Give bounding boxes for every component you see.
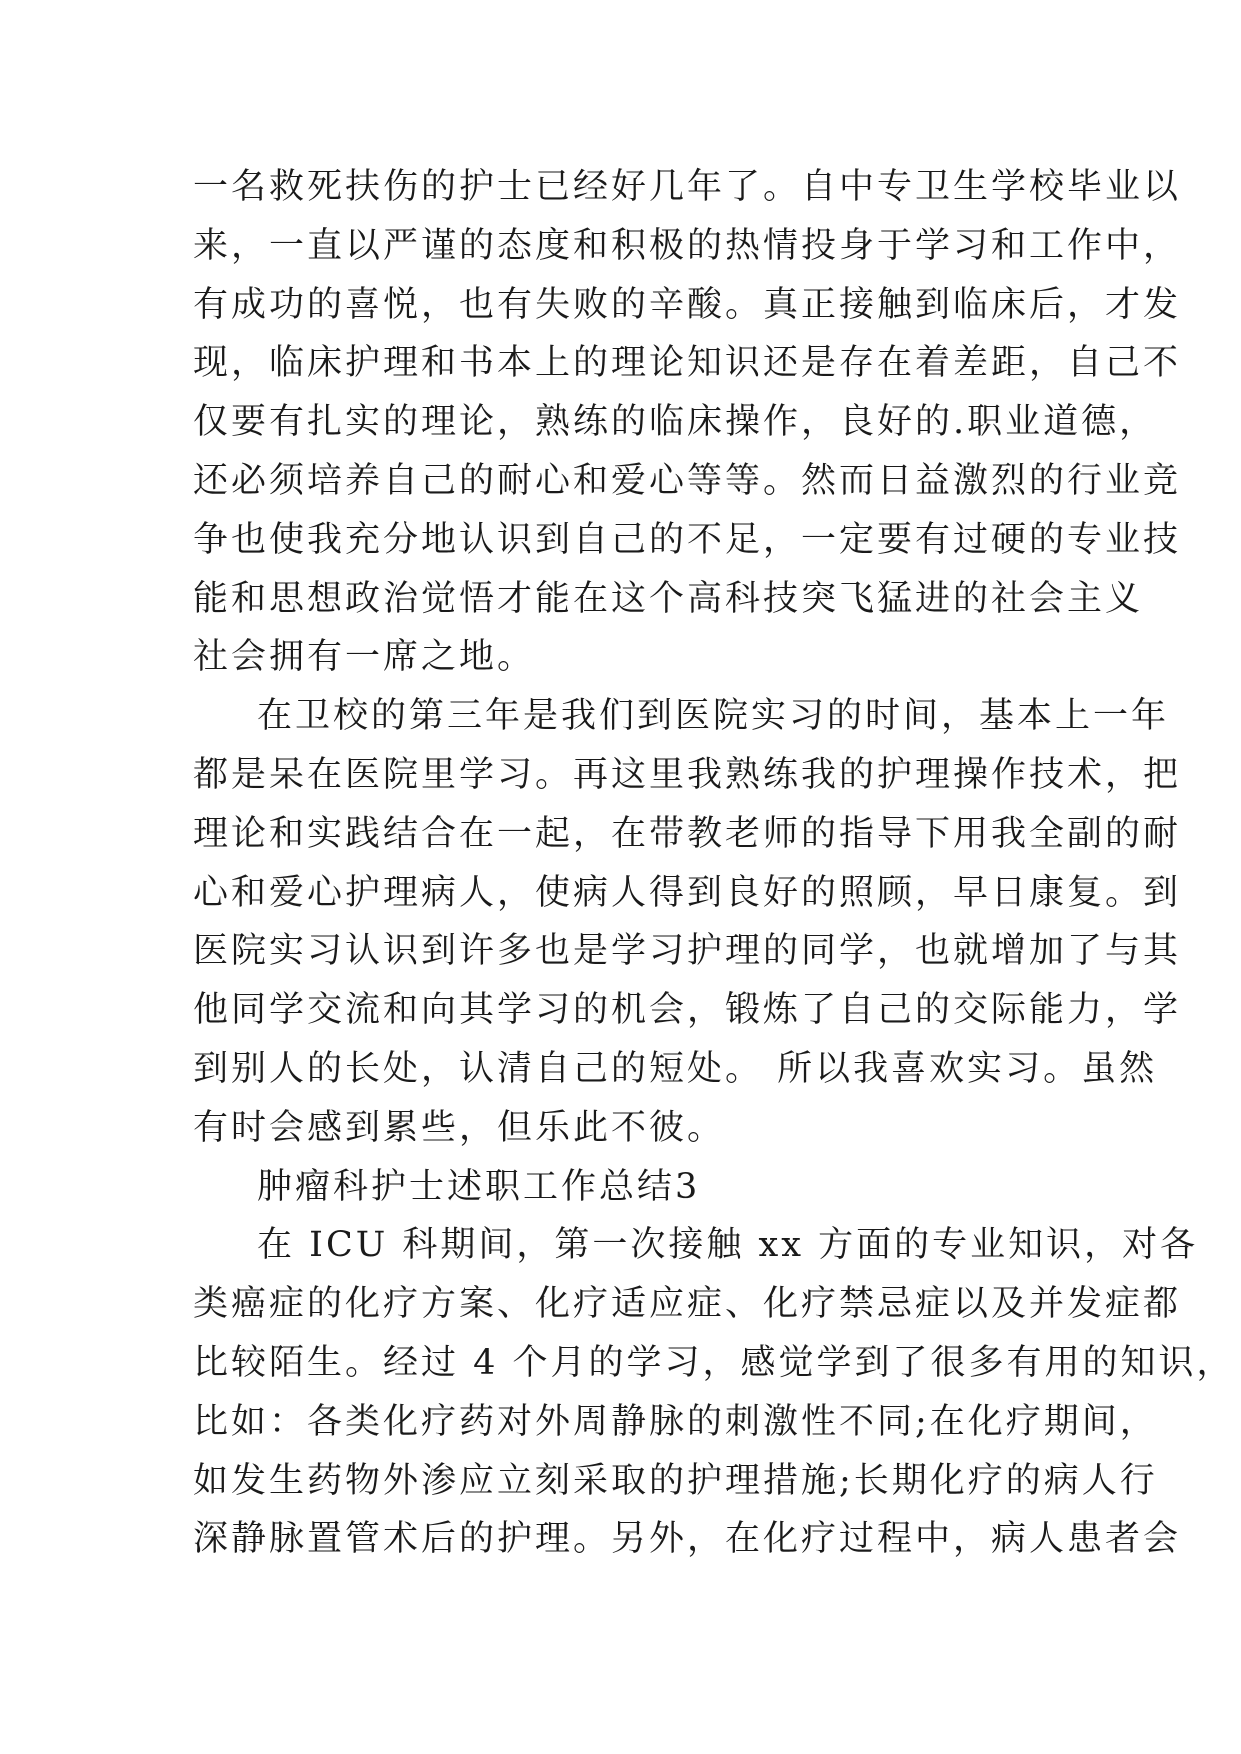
section-heading-text: 肿瘤科护士述职工作总结3 (257, 1166, 701, 1207)
text-line: 如发生药物外渗应立刻采取的护理措施;长期化疗的病人行 (193, 1460, 1158, 1501)
text-line: 理论和实践结合在一起，在带教老师的指导下用我全副的耐 (193, 813, 1182, 854)
text-line: 争也使我充分地认识到自己的不足，一定要有过硬的专业技 (193, 519, 1182, 560)
text-line: 来，一直以严谨的态度和积极的热情投身于学习和工作中， (193, 225, 1182, 266)
text-line: 心和爱心护理病人，使病人得到良好的照顾，早日康复。到 (193, 872, 1182, 913)
paragraph (193, 687, 1182, 1157)
text-line: 有成功的喜悦，也有失败的辛酸。真正接触到临床后，才发 (193, 284, 1182, 325)
text-line: 到别人的长处，认清自己的短处。 所以我喜欢实习。虽然 (193, 1048, 1158, 1089)
text-line: 医院实习认识到许多也是学习护理的同学，也就增加了与其 (193, 931, 1182, 972)
paragraph (193, 1216, 1235, 1569)
paragraph (193, 158, 1182, 687)
text-line: 一名救死扶伤的护士已经好几年了。自中专卫生学校毕业以 (193, 167, 1182, 207)
section-heading (193, 1158, 1073, 1217)
text-line: 比如：各类化疗药对外周静脉的刺激性不同;在化疗期间， (193, 1401, 1158, 1442)
text-line: 还必须培养自己的耐心和爱心等等。然而日益激烈的行业竞 (193, 460, 1182, 501)
text-line: 都是呆在医院里学习。再这里我熟练我的护理操作技术，把 (193, 754, 1182, 795)
text-line: 仅要有扎实的理论，熟练的临床操作，良好的.职业道德， (193, 402, 1158, 443)
document-body (193, 158, 1235, 1569)
text-line: 社会拥有一席之地。 (193, 637, 536, 678)
text-line: 他同学交流和向其学习的机会，锻炼了自己的交际能力，学 (193, 990, 1182, 1031)
text-line: 在卫校的第三年是我们到医院实习的时间，基本上一年 (257, 696, 1170, 737)
text-line: 在 ICU 科期间，第一次接触 xx 方面的专业知识，对各 (257, 1225, 1199, 1266)
text-line: 类癌症的化疗方案、化疗适应症、化疗禁忌症以及并发症都 (193, 1284, 1182, 1325)
text-line: 比较陌生。经过 4 个月的学习，感觉学到了很多有用的知识， (193, 1342, 1235, 1383)
text-line: 有时会感到累些，但乐此不彼。 (193, 1107, 726, 1148)
text-line: 深静脉置管术后的护理。另外，在化疗过程中，病人患者会 (193, 1519, 1182, 1560)
text-line: 能和思想政治觉悟才能在这个高科技突飞猛进的社会主义 (193, 578, 1144, 619)
text-line: 现，临床护理和书本上的理论知识还是存在着差距，自己不 (193, 343, 1182, 384)
